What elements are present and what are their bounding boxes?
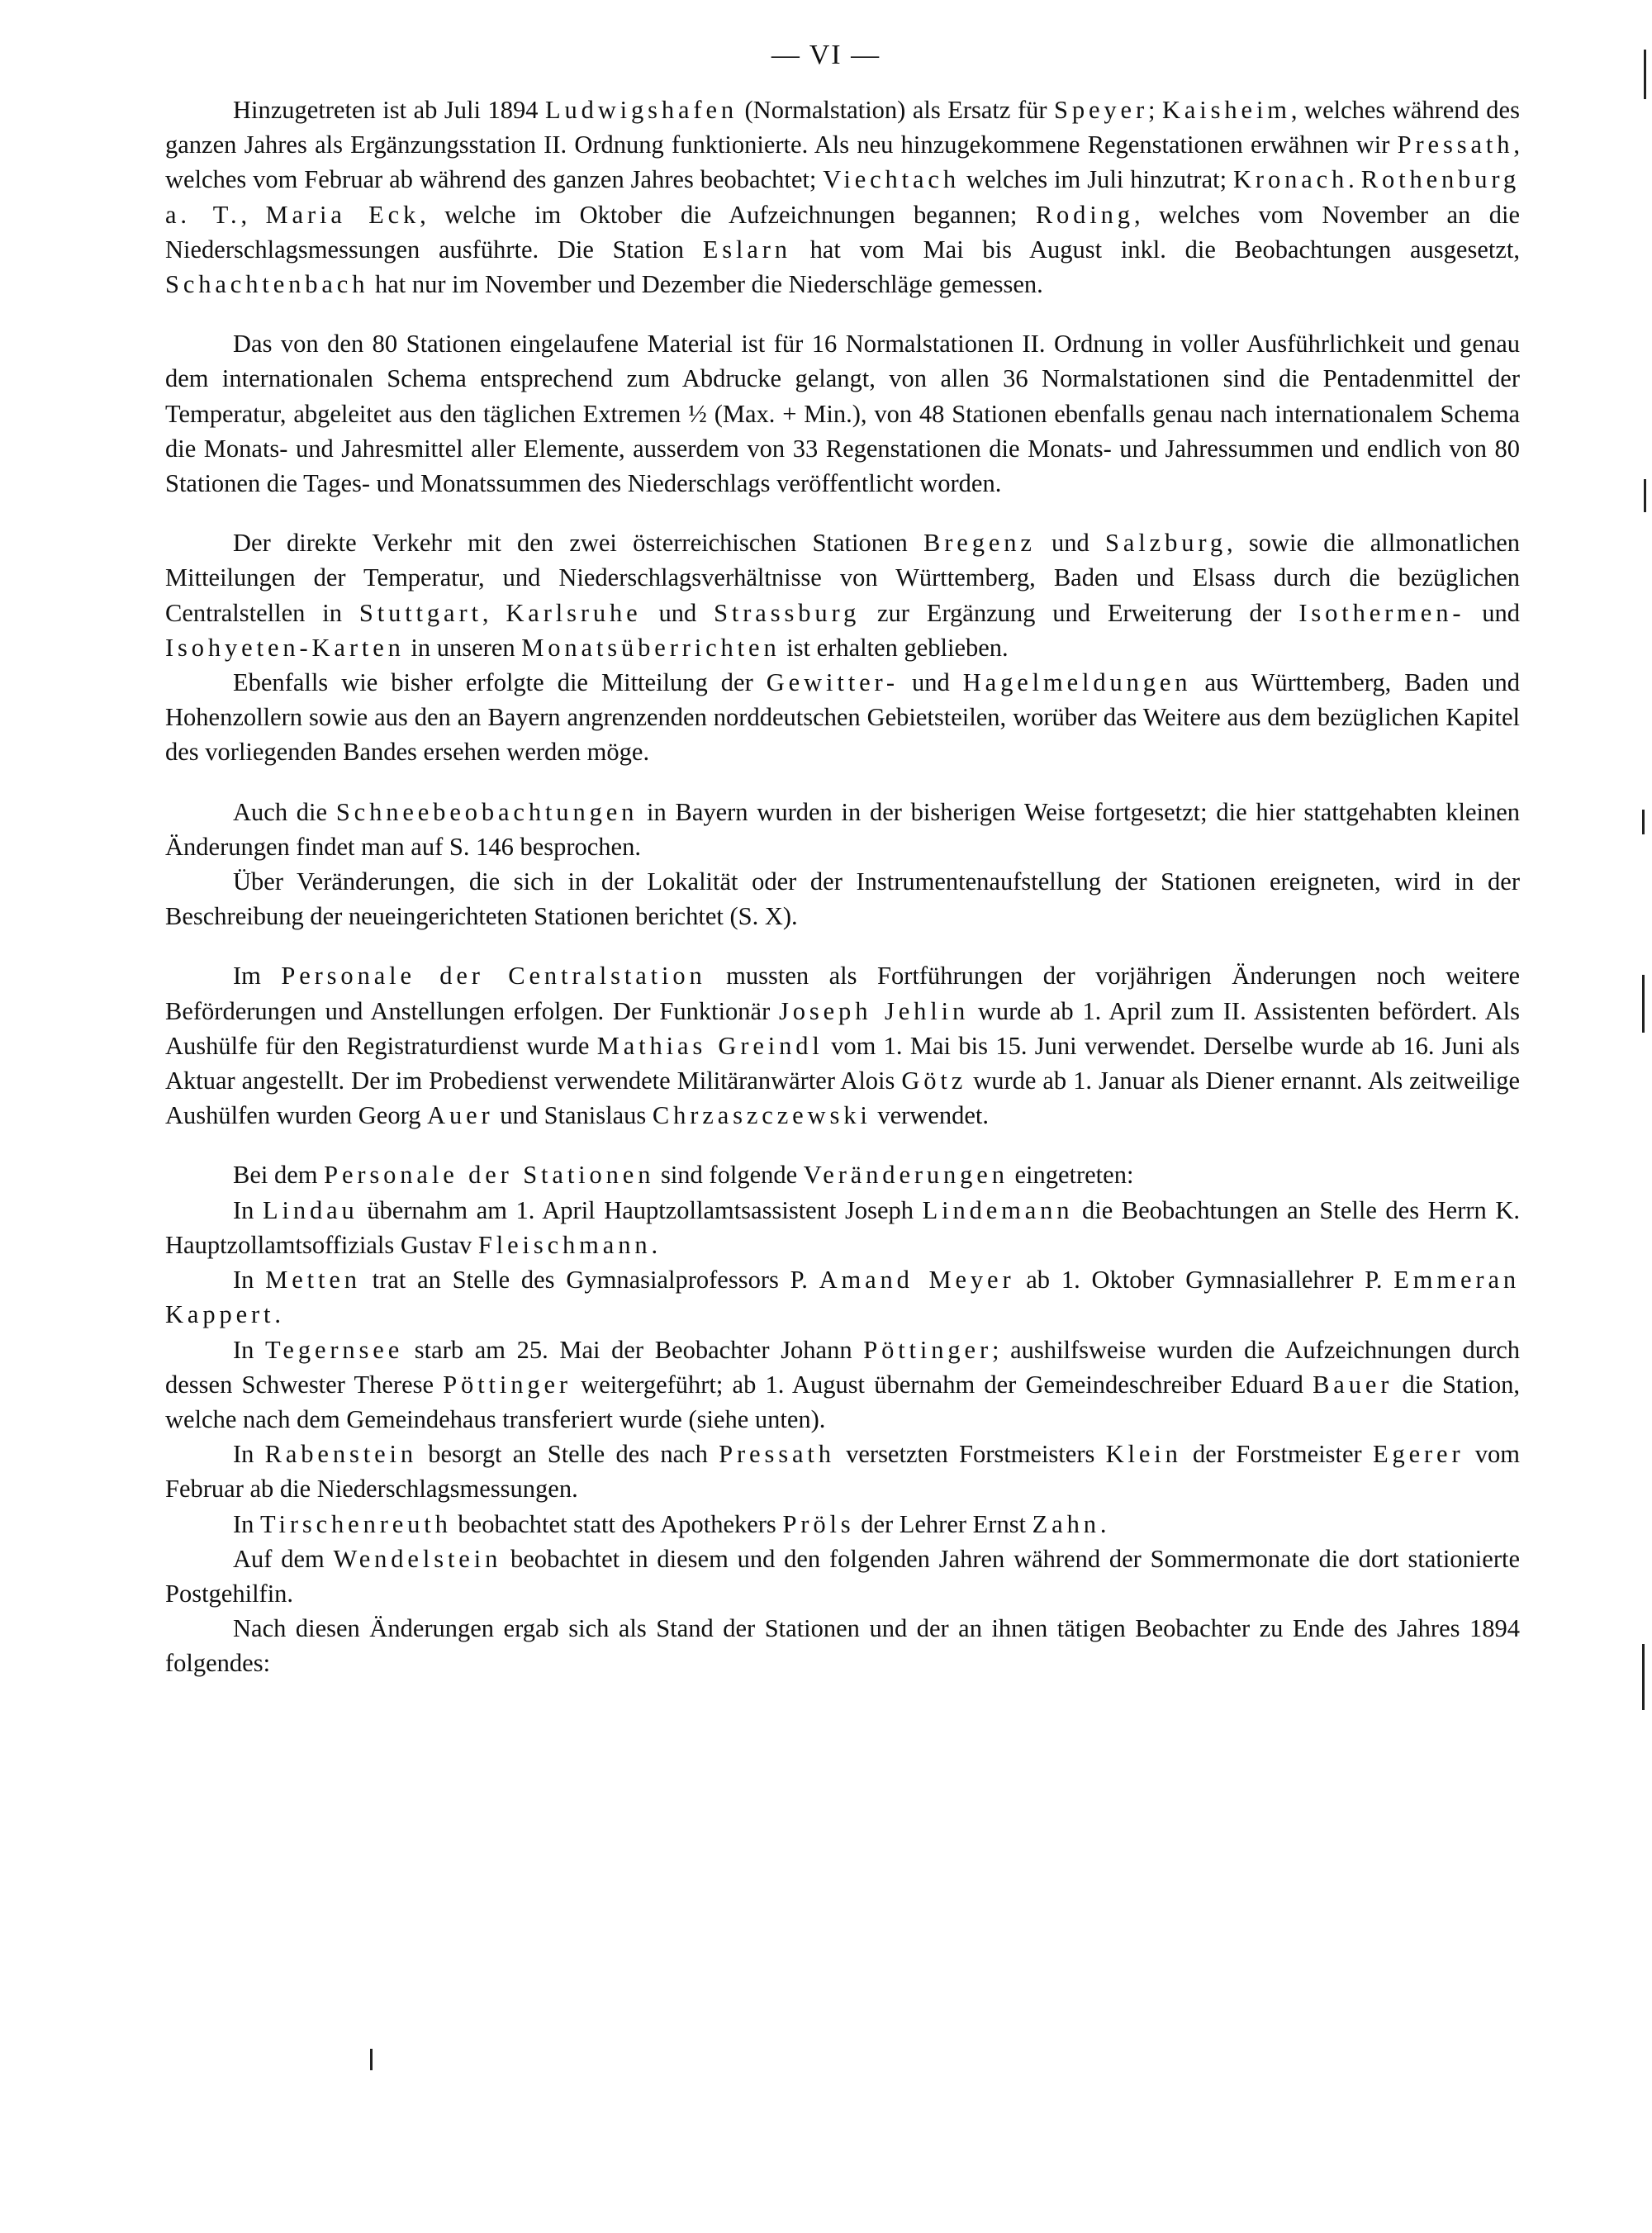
spaced-term: Speyer [1054, 96, 1148, 124]
spaced-term: Götz [901, 1067, 967, 1095]
paragraph [165, 525, 1520, 665]
text-run: Nach diesen Änderungen ergab sich als Stand der Stationen und der an ihnen tätigen Beobachter zu Ende des Jahres 1894 folgendes: [165, 1614, 1520, 1678]
spaced-term: Lindau [262, 1195, 358, 1224]
spaced-term: Chrzaszczewski [652, 1101, 871, 1130]
text-run: vom 1. Mai bis 15. Juni verwendet. Derselbe wurde ab 16. Juni als Aktuar angestellt. Der im Probedienst verwendete Militäranwärter Alois [165, 1031, 1520, 1095]
text-run: . [274, 1300, 282, 1329]
margin-mark [370, 2049, 373, 2070]
paragraph [165, 1542, 1520, 1611]
spaced-term: Bregenz [923, 529, 1036, 558]
spaced-term: Tegernsee [265, 1335, 404, 1364]
spaced-term: Isohyeten-Karten [165, 633, 405, 662]
text-run: besorgt an Stelle des nach [416, 1440, 719, 1469]
text-run: vom Februar ab die Niederschlagsmessungen. [165, 1440, 1520, 1504]
spaced-term: Schneebeobachtungen [335, 797, 638, 826]
spaced-term: Strassburg [714, 598, 861, 627]
paragraph [165, 1157, 1520, 1192]
text-run: Über Veränderungen, die sich in der Lokalität oder der Instrumentenaufstellung der Stationen ereigneten, wird in der Beschreibung der neueingerichteten Stationen berichtet (S. X). [165, 867, 1520, 931]
paragraph [165, 665, 1520, 770]
paragraph [165, 1437, 1520, 1506]
spaced-term: Zahn [1032, 1509, 1100, 1538]
text-run: In [233, 1440, 265, 1469]
spaced-term: Rabenstein [264, 1440, 417, 1469]
spaced-term: Rothenburg a. T. [165, 165, 1520, 229]
text-run: Das von den 80 Stationen eingelaufene Material ist für 16 Normalstationen II. Ordnung in voller Ausführlichkeit und genau dem internationalen Schema entsprechend zum Abdrucke gelangt, von allen 36 Normalstationen sind die Pentadenmittel der Temperatur, abgeleitet aus den täglichen Extremen ½ (Max. + Min.), von 48 Stationen ebenfalls genau nach internationalem Schema die Monats- und Jahresmittel aller Elemente, ausserdem von 33 Regenstationen die Monats- und Jahressummen und endlich von 80 Stationen die Tages- und Monatssummen des Niederschlags veröffentlicht worden. [165, 330, 1520, 498]
text-run: . [1099, 1509, 1107, 1538]
spaced-term: Pressath [719, 1440, 835, 1469]
text-run: die Station, welche nach dem Gemeindehaus transferiert wurde (siehe unten). [165, 1370, 1521, 1433]
text-run: eingetreten: [1008, 1161, 1134, 1190]
text-run: der Forstmeister [1181, 1440, 1373, 1469]
spaced-term: Viechtach [823, 165, 960, 194]
text-run: Auch die [233, 797, 336, 826]
text-run: Ebenfalls wie bisher erfolgte die Mitteilung der [233, 668, 767, 697]
spaced-term: Ludwigshafen [544, 96, 738, 124]
spaced-term: Kaisheim [1161, 96, 1291, 124]
margin-mark [1644, 479, 1646, 512]
text-run: In [233, 1335, 266, 1364]
text-run: der Lehrer Ernst [854, 1509, 1032, 1538]
spaced-term: Pressath [1397, 131, 1514, 159]
paragraph [165, 326, 1520, 501]
text-run: und [1464, 598, 1521, 627]
text-run: verwendet. [871, 1101, 989, 1130]
text-run: aus Württemberg, Baden und Hohenzollern sowie aus den an Bayern angrenzenden norddeutschen Gebietsteilen, worüber das Weitere aus dem bezüglichen Kapitel des vorliegenden Bandes ersehen werden möge. [165, 668, 1520, 767]
spaced-term: Pröls [782, 1509, 855, 1538]
text-run: , sowie die allmonatlichen Mitteilungen der Temperatur, und Niederschlagsverhältnisse von Württemberg, Baden und Elsass durch die bezüglichen Centralstellen in [165, 529, 1520, 627]
spaced-term: Emmeran Kappert [165, 1266, 1520, 1329]
text-run: welches im Juli hinzutrat; [959, 165, 1233, 194]
text-run: , [240, 200, 266, 229]
spaced-term: Metten [265, 1266, 361, 1295]
text-run: , welches während des ganzen Jahres als Ergänzungsstation II. Ordnung funktionierte. Als neu hinzugekommene Regenstationen erwähnen wir [165, 96, 1520, 159]
paragraph [165, 93, 1520, 302]
spaced-term: Tirschenreuth [260, 1509, 452, 1538]
text-run: In [233, 1266, 266, 1295]
text-run: hat nur im November und Dezember die Niederschläge gemessen. [368, 270, 1043, 299]
spaced-term: Gewitter- [766, 668, 899, 697]
paragraph [165, 958, 1520, 1133]
spaced-term: Veränderungen [803, 1161, 1009, 1190]
text-run: mussten als Fortführungen der vorjährigen Änderungen noch weitere Beförderungen und Anstellungen erfolgen. Der Funktionär [165, 962, 1520, 1025]
text-run: In [233, 1509, 261, 1538]
text-run: Im [233, 962, 282, 991]
text-run: weitergeführt; ab 1. August übernahm der Gemeindeschreiber Eduard [571, 1370, 1313, 1399]
paragraph [165, 1611, 1520, 1680]
text-run: , [482, 598, 506, 627]
margin-mark [1642, 975, 1645, 1033]
spaced-term: Stuttgart [358, 598, 482, 627]
spaced-term: Auer [427, 1101, 494, 1130]
paragraph [165, 864, 1520, 934]
text-run: wurde ab 1. April zum II. Assistenten befördert. Als Aushülfe für den Registraturdienst wurde [165, 996, 1521, 1060]
paragraph [165, 795, 1520, 864]
text-run: Auf dem [233, 1544, 334, 1573]
spaced-term: Isothermen- [1298, 598, 1465, 627]
text-run: beobachtet in diesem und den folgenden Jahren während der Sommermonate die dort stationierte Postgehilfin. [165, 1544, 1520, 1608]
spaced-term: Karlsruhe [506, 598, 642, 627]
margin-mark [1642, 1644, 1645, 1710]
spaced-term: Klein [1105, 1440, 1182, 1469]
spaced-term: Lindemann [922, 1195, 1074, 1224]
spaced-term: Wendelstein [333, 1544, 502, 1573]
spaced-term: Personale der Centralstation [281, 962, 706, 991]
text-run: In [233, 1195, 263, 1224]
spaced-term: Personale der Stationen [324, 1161, 655, 1190]
text-run: Bei dem [233, 1161, 325, 1190]
text-run: , welche im Oktober die Aufzeichnungen begannen; [420, 200, 1036, 229]
spaced-term: Kronach [1233, 165, 1349, 194]
text-run: übernahm am 1. April Hauptzollamtsassistent Joseph [358, 1195, 923, 1224]
page-number: — VI — [771, 40, 881, 70]
text-run: starb am 25. Mai der Beobachter Johann [403, 1335, 864, 1364]
paragraph [165, 1262, 1520, 1332]
spaced-term: Fleischmann [477, 1230, 652, 1259]
spaced-term: Maria Eck [265, 200, 420, 229]
text-run: ist erhalten geblieben. [780, 633, 1009, 662]
text-run: trat an Stelle des Gymnasialprofessors P. [360, 1266, 819, 1295]
spaced-term: Joseph Jehlin [779, 996, 970, 1025]
spaced-term: Pöttinger [443, 1370, 572, 1399]
margin-mark [1642, 810, 1645, 834]
text-run: versetzten Forstmeisters [834, 1440, 1106, 1469]
margin-mark [1644, 50, 1646, 99]
paragraph [165, 1507, 1520, 1542]
text-run: die Beobachtungen an Stelle des Herrn K. Hauptzollamtsoffizials Gustav [165, 1195, 1520, 1259]
text-run: und [898, 668, 963, 697]
text-run: , welches vom Februar ab während des ganzen Jahres beobachtet; [165, 131, 1520, 194]
text-run: beobachtet statt des Apothekers [451, 1509, 783, 1538]
paragraph [165, 1193, 1520, 1262]
text-run: ; aushilfsweise wurden die Aufzeichnungen durch dessen Schwester Therese [165, 1335, 1520, 1399]
text-run: und [641, 598, 714, 627]
text-run: , welches vom November an die Niederschlagsmessungen ausführte. Die Station [165, 200, 1520, 264]
spaced-term: Hagelmeldungen [962, 668, 1192, 697]
text-run: ; [1148, 96, 1162, 124]
body-text [165, 93, 1520, 1681]
text-run: sind folgende [654, 1161, 804, 1190]
text-run: . [1348, 165, 1361, 194]
spaced-term: Salzburg [1105, 529, 1227, 558]
spaced-term: Roding [1035, 200, 1134, 229]
text-run: in Bayern wurden in der bisherigen Weise fortgesetzt; die hier stattgehabten kleinen Änderungen findet man auf S. 146 besprochen. [165, 797, 1520, 861]
spaced-term: Bauer [1313, 1370, 1393, 1399]
spaced-term: Mathias Greindl [596, 1031, 824, 1060]
text-run: hat vom Mai bis August inkl. die Beobachtungen ausgesetzt, [790, 235, 1520, 264]
text-run: . [651, 1230, 658, 1259]
spaced-term: Egerer [1372, 1440, 1464, 1469]
spaced-term: Monatsüberrichten [521, 633, 781, 662]
text-run: Der direkte Verkehr mit den zwei österreichischen Stationen [233, 529, 924, 558]
text-run: in unseren [404, 633, 522, 662]
text-run: wurde ab 1. Januar als Diener ernannt. Als zeitweilige Aushülfen wurden Georg [165, 1067, 1520, 1130]
text-run: ab 1. Oktober Gymnasiallehrer P. [1014, 1266, 1394, 1295]
text-run: und Stanislaus [493, 1101, 653, 1130]
spaced-term: Eslarn [702, 235, 791, 264]
text-run: (Normalstation) als Ersatz für [738, 96, 1055, 124]
spaced-term: Schachtenbach [165, 270, 369, 299]
text-run: zur Ergänzung und Erweiterung der [860, 598, 1299, 627]
text-run: Hinzugetreten ist ab Juli 1894 [233, 96, 545, 124]
text-run: und [1035, 529, 1106, 558]
spaced-term: Amand Meyer [819, 1266, 1015, 1295]
paragraph [165, 1333, 1520, 1437]
spaced-term: Pöttinger [863, 1335, 992, 1364]
